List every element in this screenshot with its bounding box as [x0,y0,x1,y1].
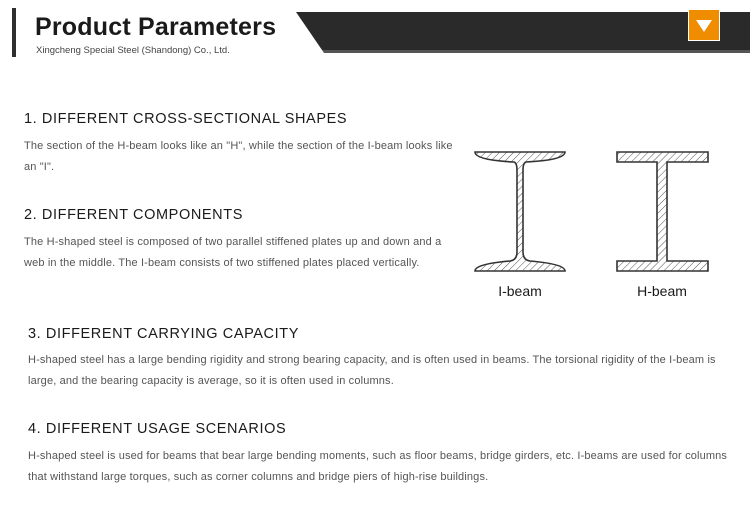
page-header [0,0,750,60]
company-name: Xingcheng Special Steel (Shandong) Co., Ltd. [36,45,230,56]
section-text-usage: H-shaped steel is used for beams that bear large bending moments, such as floor beams, bridge girders, etc. I-beams are used for columns that withstand large torques, such as corner columns and bridge piers of high-rise buildings. [28,450,728,483]
page-title: Product Parameters [35,13,277,41]
i-beam-label: I-beam [498,283,542,299]
section-heading-usage: 4. DIFFERENT USAGE SCENARIOS [28,421,287,437]
beam-cross-section-diagram [462,140,722,305]
i-beam-shape [475,152,565,271]
section-text-components: The H-shaped steel is composed of two parallel stiffened plates up and down and a web in the middle. The I-beam consists of two stiffened plates placed vertically. [24,236,442,269]
section-heading-shapes: 1. DIFFERENT CROSS-SECTIONAL SHAPES [24,111,348,127]
chevron-down-icon[interactable] [688,9,720,41]
h-beam-shape [617,152,708,271]
section-heading-components: 2. DIFFERENT COMPONENTS [24,207,243,223]
header-accent-bar [12,8,16,57]
h-beam-label: H-beam [637,283,687,299]
section-heading-capacity: 3. DIFFERENT CARRYING CAPACITY [28,326,299,342]
section-text-capacity: H-shaped steel has a large bending rigidity and strong bearing capacity, and is often used in beams. The torsional rigidity of the I-beam is large, and the bearing capacity is average, so it is often used in columns. [28,354,716,387]
section-text-shapes: The section of the H-beam looks like an "H", while the section of the I-beam looks like an "I". [24,140,453,173]
